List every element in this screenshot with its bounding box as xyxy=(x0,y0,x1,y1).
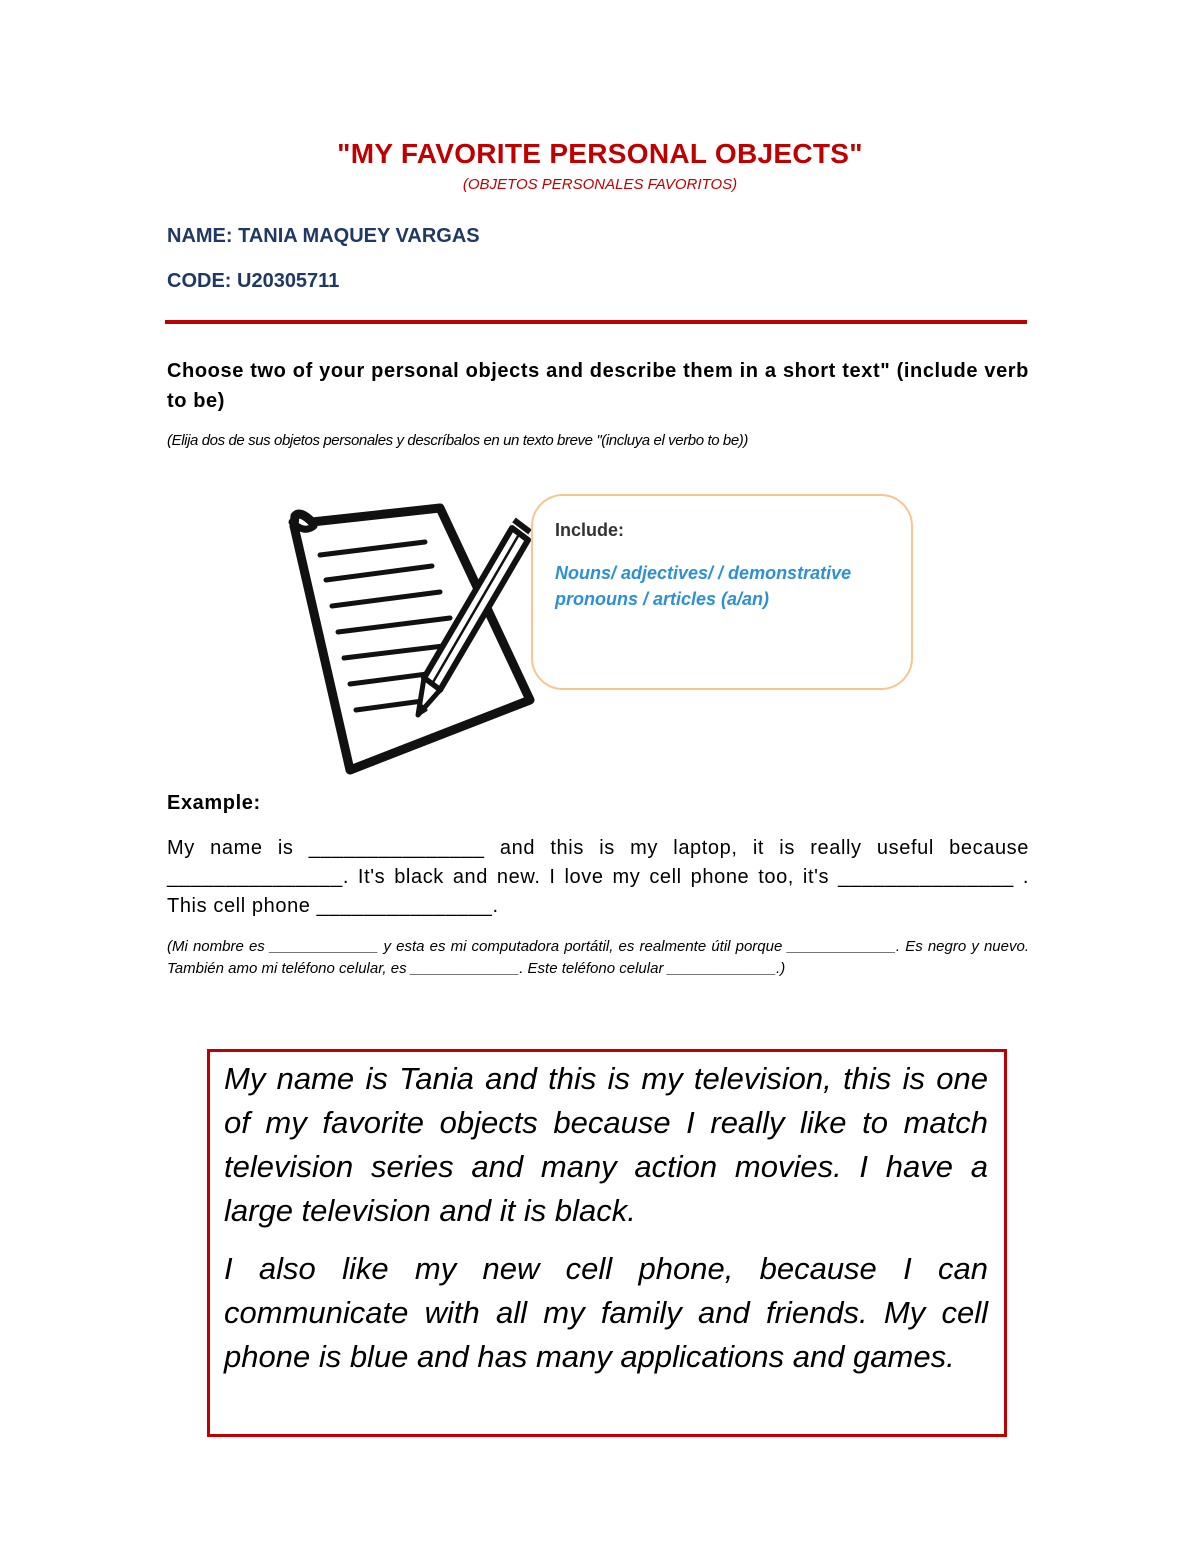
page-subtitle: (OBJETOS PERSONALES FAVORITOS) xyxy=(462,176,738,193)
example-label: Example: xyxy=(167,792,261,814)
student-code: CODE: U20305711 xyxy=(167,270,340,292)
page-title: "MY FAVORITE PERSONAL OBJECTS" xyxy=(337,138,863,169)
include-title: Include: xyxy=(555,520,625,540)
instruction-spanish: (Elija dos de sus objetos personales y descríbalos en un texto breve "(incluya el verbo to be)) xyxy=(167,432,748,449)
answer-paragraph-2: I also like my new cell phone, because I can communicate with all my family and friends. My cell phone is blue and has many applications and games. xyxy=(224,1251,988,1374)
divider xyxy=(165,320,1027,324)
include-items: Nouns/ adjectives/ / demonstrative pronouns / articles (a/an) xyxy=(555,563,852,609)
answer-paragraph-1: My name is Tania and this is my television, this is one of my favorite objects because I really like to match television series and many action movies. I have a large television and it is black. xyxy=(224,1061,988,1228)
instruction-english: Choose two of your personal objects and describe them in a short text" (include verb to be) xyxy=(167,360,1029,412)
example-text: My name is _______________ and this is my laptop, it is really useful because _______________. It's black and new. I love my cell phone too, it's _______________ . This cell phone _______________. xyxy=(167,837,1029,917)
student-name: NAME: TANIA MAQUEY VARGAS xyxy=(167,225,480,247)
illustration xyxy=(280,500,540,780)
paper-icon xyxy=(292,508,530,770)
example-text-spanish: (Mi nombre es _____________ y esta es mi computadora portátil, es realmente útil porque _____________. Es negro y nuevo. También amo mi teléfono celular, es _____________. Este teléfono celular _____________.) xyxy=(167,938,1029,977)
